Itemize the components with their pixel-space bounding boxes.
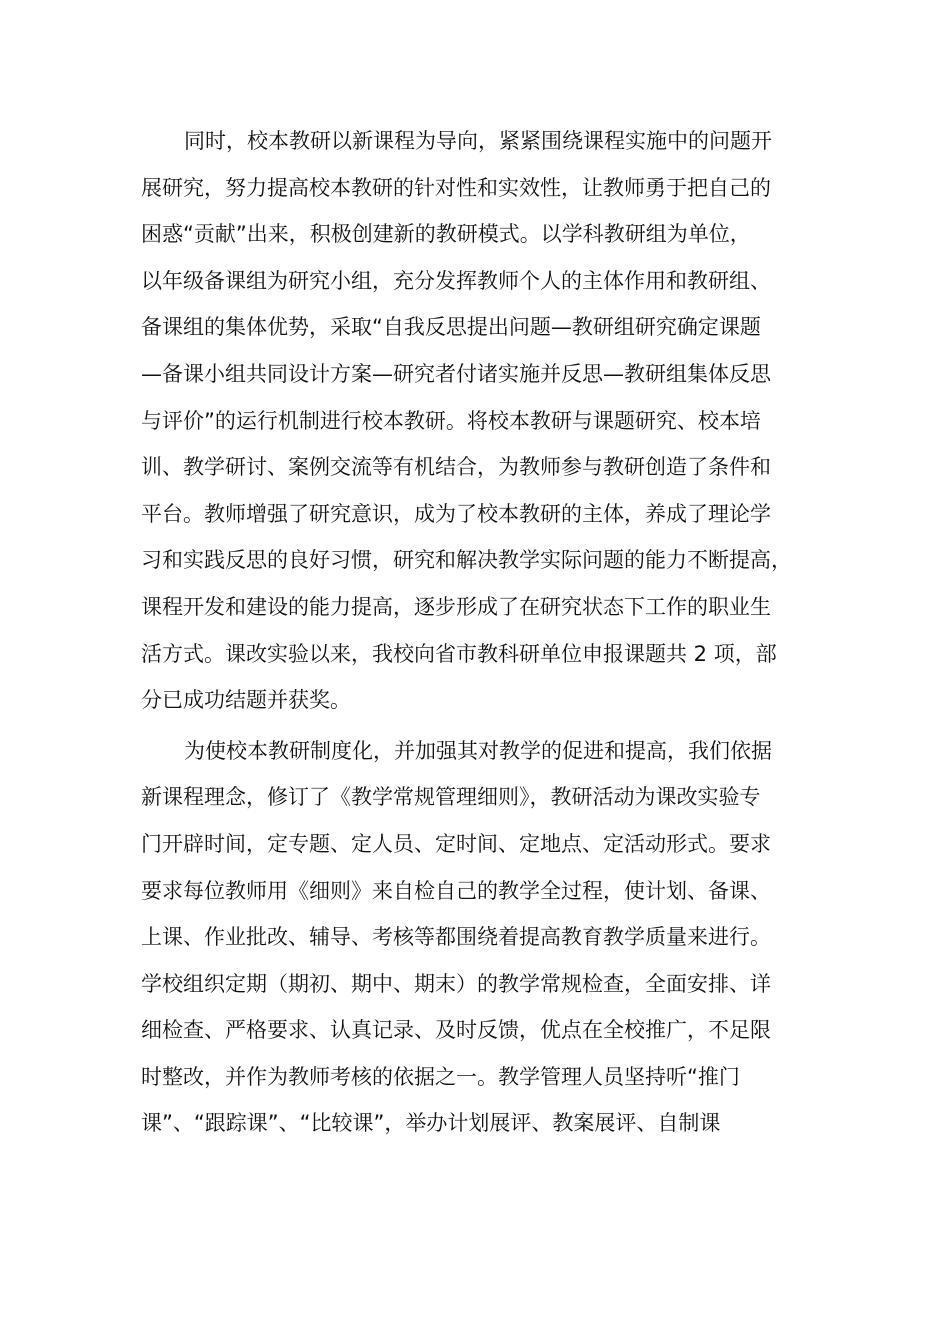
text-line: —备课小组共同设计方案—研究者付诸实施并反思—教研组集体反思 [141, 361, 771, 386]
text-line: 活方式。课改实验以来，我校向省市教科研单位申报课题共 2 项，部 [141, 641, 777, 666]
text-line: 与评价”的运行机制进行校本教研。将校本教研与课题研究、校本培 [141, 408, 761, 433]
text-line: 课程开发和建设的能力提高，逐步形成了在研究状态下工作的职业生 [141, 594, 771, 619]
text-line: 细检查、严格要求、认真记录、及时反馈，优点在全校推广，不足限 [141, 1018, 771, 1043]
document-body [141, 118, 821, 1147]
text-line: 备课组的集体优势，采取“自我反思提出问题—教研组研究确定课题 [141, 315, 761, 340]
text-line: 习和实践反思的良好习惯，研究和解决教学实际问题的能力不断提高， [141, 548, 792, 573]
text-line: 上课、作业批改、辅导、考核等都围绕着提高教育教学质量来进行。 [141, 925, 771, 950]
text-line: 门开辟时间，定专题、定人员、定时间、定地点、定活动形式。要求 [141, 831, 771, 856]
text-line: 要求每位教师用《细则》来自检自己的教学全过程，使计划、备课、 [141, 878, 771, 903]
text-line: 新课程理念，修订了《教学常规管理细则》，教研活动为课改实验专 [141, 785, 761, 810]
paragraph-1 [141, 118, 821, 724]
text-line: 平台。教师增强了研究意识，成为了校本教研的主体，养成了理论学 [141, 501, 771, 526]
text-line: 课”、“跟踪课”、“比较课”，举办计划展评、教案展评、自制课 [141, 1111, 721, 1136]
text-line: 同时，校本教研以新课程为导向，紧紧围绕课程实施中的问题开 [184, 129, 772, 153]
text-line: 以年级备课组为研究小组，充分发挥教师个人的主体作用和教研组、 [141, 268, 771, 293]
text-line: 时整改，并作为教师考核的依据之一。教学管理人员坚持听“推门 [141, 1064, 740, 1089]
text-line: 分已成功结题并获奖。 [141, 688, 351, 713]
text-line: 为使校本教研制度化，并加强其对教学的促进和提高，我们依据 [184, 738, 772, 763]
text-line: 学校组织定期（期初、期中、期末）的教学常规检查，全面安排、详 [141, 971, 771, 996]
text-line: 展研究，努力提高校本教研的针对性和实效性，让教师勇于把自己的 [141, 175, 771, 200]
paragraph-2 [141, 728, 821, 1147]
text-line: 训、教学研讨、案例交流等有机结合，为教师参与教研创造了条件和 [141, 455, 771, 480]
text-line: 困惑“贡献”出来，积极创建新的教研模式。以学科教研组为单位， [141, 222, 751, 247]
